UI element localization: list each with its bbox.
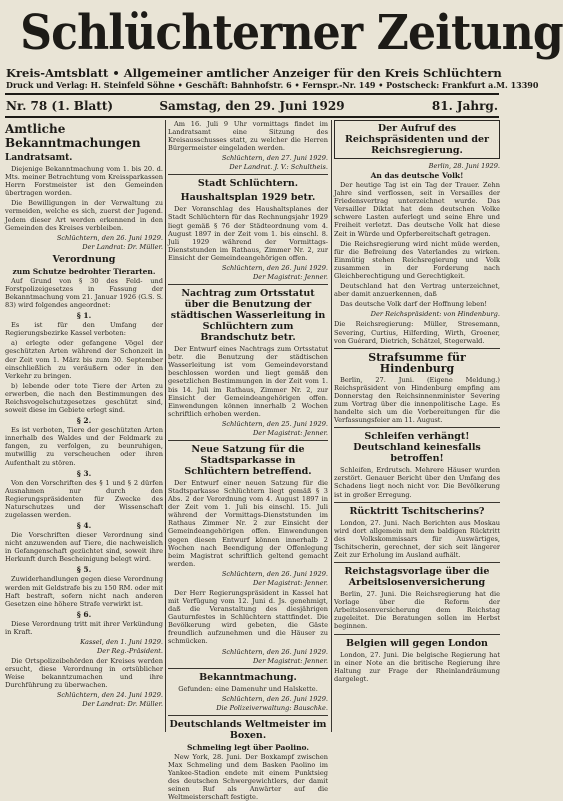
divider <box>168 715 328 716</box>
divider <box>168 174 328 175</box>
dateline-place: Schlüchtern, den 27. Juni 1929. <box>221 154 328 163</box>
paragraph-number: § 4. <box>76 521 92 531</box>
divider <box>334 427 500 428</box>
dateline-place: Schlüchtern, den 24. Juni 1929. <box>56 691 163 700</box>
article-paragraph: Gefunden: eine Damenuhr und Halskette. <box>178 684 318 693</box>
signature: Der Landrat. J. V.: Schultheis. <box>229 163 328 172</box>
signature: Der Magistrat: Jenner. <box>253 656 328 665</box>
article-paragraph: Zuwiderhandlungen gegen diese Verordnung werden mit Geldstrafe bis zu 150 RM. oder mit Haft bestraft, sofern nicht nach anderen Gesetzen eine höhere Strafe verwirkt ist. <box>5 575 163 608</box>
article-heading: Reichstagsvorlage über die Arbeitslosenversicherung <box>344 566 490 589</box>
dateline-place: Schlüchtern, den 26. Juni 1929. <box>221 569 328 578</box>
article-paragraph: Berlin, 27. Juni. (Eigene Meldung.) Reichspräsident von Hindenburg empfing am Donnerstag den Reichsinnenminister Severing zum Vortrag über die innenpolitische Lage. Es handelte sich um die Vorbereitungen für die Verfassungsfeier am 11. August. <box>334 375 500 425</box>
article-paragraph: Der Entwurf einer neuen Satzung für die Stadtsparkasse Schlüchtern liegt gemäß § 3 Abs. 2 der Verordnung vom 4. August 1897 in der Zeit vom 1. Juli bis einschl. 15. Juli während der Vormittags-Dienststunden im Rathaus Zimmer Nr. 2 zur Einsicht der Gemeindeangehörigen offen. Einwendungen gegen diesen Entwurf können innerhalb 2 Wochen nach Beendigung der Offenlegung beim Magistrat schriftlich geltend gemacht werden. <box>168 478 328 568</box>
article-paragraph: Es ist für den Umfang der Regierungsbezirke Kassel verboten: <box>5 321 163 338</box>
lead-article-heading: Der Aufruf des Reichspräsidenten und der Reichsregierung. <box>334 120 500 159</box>
dateline-rule <box>5 116 499 118</box>
article-paragraph: Auf Grund von § 30 des Feld- und Forstpolizeigesetzes in Fassung der Bekanntmachung vom 21. Januar 1926 (G.S. S. 83) wird folgendes angeordnet: <box>5 276 163 310</box>
signature: Der Reg.-Präsident. <box>97 647 163 656</box>
issue-number: Nr. 78 (1. Blatt) <box>6 99 114 113</box>
signature: Der Landrat: Dr. Müller. <box>82 700 163 709</box>
article-paragraph: Der Entwurf eines Nachtrags zum Ortsstatut betr. die Benutzung der städtischen Wasserleitung ist vom Gemeindevorstand beschlossen worden und liegt gemäß den gesetzlichen Bestimmungen in der Zeit vom 1. bis 14. Juli im Rathaus, Zimmer Nr. 2, zur Einsicht der Gemeindeangehörigen offen. Einwendungen können innerhalb 2 Wochen schriftlich erhoben werden. <box>168 345 328 418</box>
article-paragraph: Das deutsche Volk darf der Hoffnung leben! <box>340 300 488 309</box>
masthead-publisher: Druck und Verlag: H. Steinfeld Söhne • Geschäft: Bahnhofstr. 6 • Fernspr.-Nr. 149 • Postscheck: Frankfurt a.M. 13390 <box>6 80 539 90</box>
divider <box>334 634 500 635</box>
article-paragraph: Von den Vorschriften des § 1 und § 2 dürfen Ausnahmen nur durch den Regierungspräsidenten für Zwecke des Naturschutzes und der Wissenschaft zugelassen werden. <box>5 478 163 519</box>
section-heading: Stadt Schlüchtern. <box>197 178 299 190</box>
article-paragraph: London, 27. Juni. Die belgische Regierung hat in einer Note an die britische Regierung ihre Haltung zur Frage der Rheinlandräumung dargelegt. <box>334 650 500 683</box>
article-subheading: Schmeling legt über Paolino. <box>186 742 310 752</box>
divider <box>334 502 500 503</box>
dateline-place: Schlüchtern, den 25. Juni 1929. <box>221 419 328 428</box>
column-city-notices <box>168 120 328 801</box>
article-paragraph: Die Reichsregierung wird nicht müde werden, für die Befreiung des Vaterlandes zu wirken. Einmütig stehen Reichsregierung und Volk zusammen in der Forderung nach Gleichberechtigung und Gerechtigkeit. <box>334 239 500 281</box>
article-paragraph: a) erlegte oder gefangene Vögel der geschützten Arten während der Schonzeit in der Zeit vom 1. März bis zum 30. September einschließlich zu veräußern oder in den Verkehr zu bringen. <box>5 339 163 380</box>
article-paragraph: Am 16. Juli 9 Uhr vormittags findet im Landratsamt eine Sitzung des Kreisausschusses statt, zu welcher die Herren Bürgermeister eingeladen werden. <box>168 120 328 153</box>
masthead-rule <box>5 93 499 95</box>
article-heading: Verordnung <box>52 253 116 265</box>
column-divider <box>331 120 332 732</box>
article-subheading: An das deutsche Volk! <box>370 171 464 180</box>
article-paragraph: Berlin, 27. Juni. Die Reichsregierung hat die Vorlage über die Reform der Arbeitslosenversicherung dem Reichstag zugeleitet. Die Beratungen sollen im Herbst beginnen. <box>334 590 500 631</box>
article-paragraph: London, 27. Juni. Nach Berichten aus Moskau wird dort allgemein mit dem baldigen Rücktritt des Volkskommissars für Auswärtiges, Tschitscherin, gerechnet, der sich seit längerer Zeit zur Erholung im Ausland aufhält. <box>334 518 500 559</box>
article-heading: Deutschlands Weltmeister im Boxen. <box>169 718 327 741</box>
divider <box>334 348 500 349</box>
paragraph-number: § 5. <box>76 565 92 575</box>
paragraph-number: § 3. <box>76 468 92 478</box>
section-heading: Amtliche Bekanntmachungen <box>5 122 141 150</box>
column-news <box>334 120 500 732</box>
dateline-place: Kassel, den 1. Juni 1929. <box>80 638 163 647</box>
article-paragraph: Die Ortspolizeibehörden der Kreises werden ersucht, diese Verordnung in ortsüblicher Weise bekanntzumachen und ihre Durchführung zu überwachen. <box>5 657 163 690</box>
dateline-place: Berlin, 28. Juni 1929. <box>428 162 500 170</box>
article-heading: Bekanntmachung. <box>199 671 297 683</box>
paragraph-number: § 6. <box>76 609 92 619</box>
dateline-place: Schlüchtern, den 26. Juni 1929. <box>221 264 328 273</box>
signature: Der Magistrat: Jenner. <box>253 428 328 437</box>
article-paragraph: Diese Verordnung tritt mit ihrer Verkündung in Kraft. <box>5 619 163 636</box>
dateline <box>6 96 498 116</box>
newspaper-title: Schlüchterner Zeitung <box>20 5 563 61</box>
dateline-place: Schlüchtern, den 26. Juni 1929. <box>221 647 328 656</box>
issue-date: Samstag, den 29. Juni 1929 <box>159 99 345 113</box>
article-paragraph: Die Vorschriften dieser Verordnung sind nicht anzuwenden auf Tiere, die nachweislich in Gefangenschaft gezüchtet sind, soweit ihre Herkunft durch Bescheinigung belegt wird. <box>5 531 163 564</box>
article-paragraph: Diejenige Bekanntmachung vom 1. bis 20. d. Mts. meiner Betrachtung vom Kreissparkassen Herrn Forstmeister ist den Gemeinden übertragen worden. <box>5 165 163 198</box>
dateline-place: Schlüchtern, den 26. Juni 1929. <box>221 694 328 703</box>
paragraph-number: § 1. <box>76 311 92 321</box>
masthead-subtitle: Kreis-Amtsblatt • Allgemeiner amtlicher Anzeiger für den Kreis Schlüchtern <box>6 66 502 80</box>
article-paragraph: Es ist verboten, Tiere der geschützten Arten innerhalb des Waldes und der Feldmark zu fangen, zu verfolgen, zu beunruhigen, mutwillig zu verscheuchen oder ihren Aufenthalt zu stören. <box>5 426 163 467</box>
article-heading: Haushaltsplan 1929 betr. <box>180 192 316 204</box>
signature: Der Magistrat: Jenner. <box>253 273 328 282</box>
article-heading: Strafsumme für Hindenburg <box>368 350 466 375</box>
article-heading: Belgien will gegen London <box>346 637 488 649</box>
signature-list: Die Reichsregierung: Müller, Stresemann, Severing, Curtius, Hilferding, Wirth, Groener, von Guérard, Dietrich, Schätzel, Stegerwald. <box>334 320 500 345</box>
article-heading: Neue Satzung für die Stadtsparkasse in Schlüchtern betreffend. <box>184 443 312 477</box>
column-divider <box>165 120 166 732</box>
signature: Der Landrat: Dr. Müller. <box>82 242 163 251</box>
article-subheading: zum Schutze bedrohter Tierarten. <box>12 266 156 276</box>
divider <box>334 562 500 563</box>
paragraph-number: § 2. <box>76 416 92 426</box>
article-heading: Rücktritt Tschitscherins? <box>349 505 485 517</box>
article-paragraph: Der Voranschlag des Haushaltsplanes der Stadt Schlüchtern für das Rechnungsjahr 1929 liegt gemäß § 76 der Städteordnung vom 4. August 1897 in der Zeit vom 1. bis einschl. 8. Juli 1929 während der Vormittags-Dienststunden im Rathaus, Zimmer Nr. 2, zur Einsicht der Gemeindeangehörigen offen. <box>168 205 328 262</box>
signature: Der Reichspräsident: von Hindenburg. <box>370 310 500 319</box>
section-subheading: Landratsamt. <box>5 153 73 163</box>
dateline-place: Schlüchtern, den 26. Juni 1929. <box>56 233 163 242</box>
column-official-notices <box>5 120 163 732</box>
article-heading: Schleifen verhängt! Deutschland keinesfalls betroffen! <box>353 431 481 465</box>
article-paragraph: New York, 28. Juni. Der Boxkampf zwischen Max Schmeling und dem Basken Paolino im Yankee-Stadion endete mit einem Punktsieg des deutschen Schwergewichtlers, der damit seinen Ruf als Anwärter auf die Weltmeisterschaft festigte. <box>168 752 328 801</box>
signature: Die Polizeiverwaltung: Bauschke. <box>216 703 328 712</box>
article-paragraph: Der heutige Tag ist ein Tag der Trauer. Zehn Jahre sind verflossen, seit in Versailles der Friedensvertrag unterzeichnet wurde. Das Versailler Diktat hat dem deutschen Volke schwere Lasten auferlegt und seine Ehre und Freiheit verletzt. Das deutsche Volk hat diese Zeit in Würde und Opferbereitschaft getragen. <box>334 181 500 238</box>
article-paragraph: Die Bewilligungen in der Verwaltung zu vermeiden, welche es sich, zuerst der Jugend. Jedem dieser Art werden erkennend in den Gemeinden des Kreises verbleiben. <box>5 199 163 232</box>
article-paragraph: Schleifen, Erdrutsch. Mehrere Häuser wurden zerstört. Genauer Bericht über den Umfang des Schadens liegt noch nicht vor. Die Bevölkerung ist in großer Erregung. <box>334 466 500 499</box>
divider <box>168 284 328 285</box>
signature: Der Magistrat: Jenner. <box>253 578 328 587</box>
article-paragraph: Der Herr Regierungspräsident in Kassel hat mit Verfügung vom 12. Juni d. Js. genehmigt, daß die Veranstaltung des diesjährigen Gauturnfestes in Schlüchtern stattfindet. Die Bevölkerung wird gebeten, die Gäste freundlich aufzunehmen und die Häuser zu schmücken. <box>168 588 328 646</box>
divider <box>168 440 328 441</box>
article-heading: Nachtrag zum Ortsstatut über die Benutzung der städtischen Wasserleitung in Schlüchtern zum Brandschutz betr. <box>170 288 326 344</box>
divider <box>168 668 328 669</box>
issue-year: 81. Jahrg. <box>431 99 498 113</box>
article-paragraph: b) lebende oder tote Tiere der Arten zu erwerben, die nach den Bestimmungen des Reichsvogelschutzgesetzes geschützt sind, soweit diese im Gebiete erlegt sind. <box>5 381 163 415</box>
article-paragraph: Deutschland hat den Vertrag unterzeichnet, aber damit anzuerkennen, daß <box>334 282 500 299</box>
